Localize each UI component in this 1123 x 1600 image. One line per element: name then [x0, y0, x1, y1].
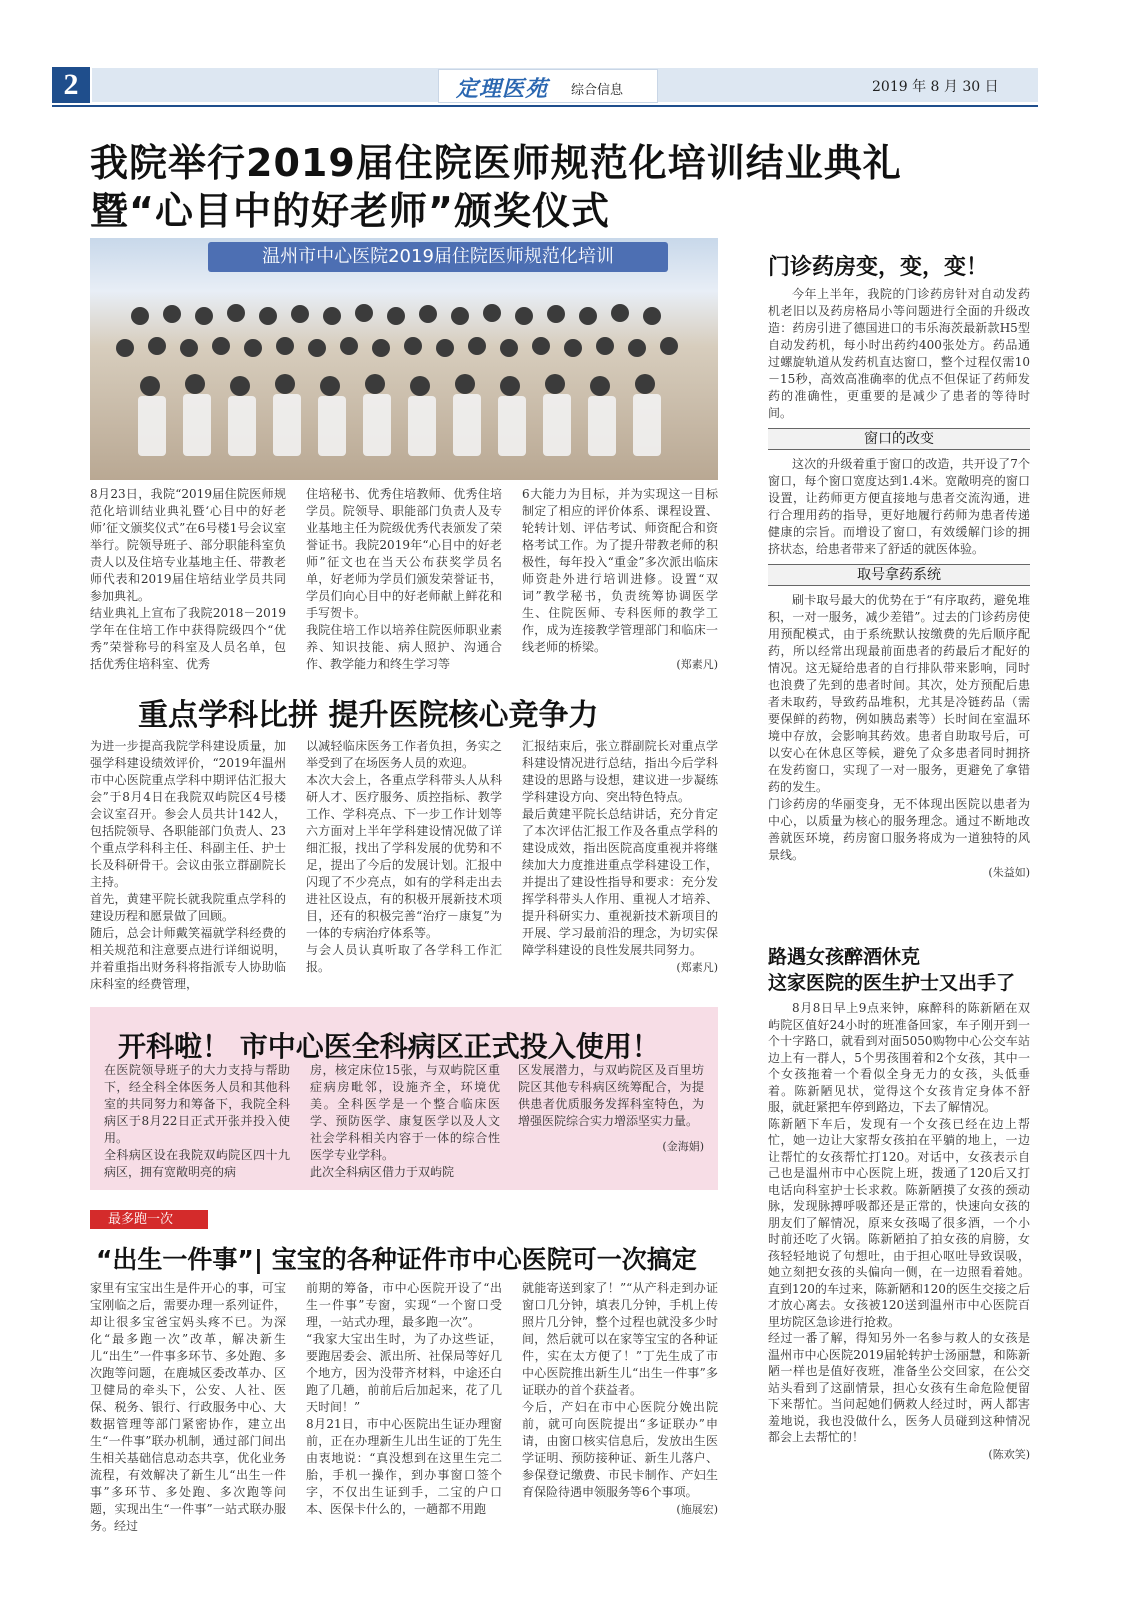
sidebar1-para2: 这次的升级着重于窗口的改造，共开设了7个窗口，每个窗口宽度达到1.4米。宽敞明亮的窗口设置，让药师更方便直接地与患者交流沟通，进行合理用药的指导，更好地履行药师为患者传递健康的宗旨。而增设了窗口，有效缓解门诊的拥挤状态，给患者带来了舒适的就医体验。: [768, 457, 1030, 556]
sidebar2-headline-line1: 路遇女孩醉酒休克: [768, 946, 921, 968]
issue-date: 2019 年 8 月 30 日: [872, 79, 999, 95]
main-article-byline: (郑素凡): [676, 658, 718, 671]
article2-col1: [90, 738, 286, 993]
article4-col2: [306, 1280, 502, 1518]
article3-headline: 开科啦！ 市中心医全科病区正式投入使用！: [118, 1030, 660, 1063]
article2-text-1: 为进一步提高我院学科建设质量，加强学科建设绩效评价，“2019年温州市中心医院重点学科中期评估汇报大会”于8月4日在我院双屿院区4号楼会议室召开。参会人员共计142人，包括院领导、各职能部门负责人、23个重点学科科主任、科副主任、护士长及科研骨干。会议由张立群副院长主持。 首先，黄建平院长就我院重点学科的建设历程和愿景做了回顾。 随后，总会计师戴笑福就学科经费的相关规范和注意要点进行详细说明，并着重指出财务科将指派专人协助临床科室的经费管理，: [90, 739, 286, 991]
main-article-text-1: 8月23日，我院“2019届住院医师规范化培训结业典礼暨‘心目中的好老师’征文颁奖仪式”在6号楼1号会议室举行。院领导班子、部分职能科室负责人以及住培专业基地主任、带教老师代表和2019届住培结业学员共同参加典礼。 结业典礼上宣布了我院2018－2019学年在住培工作中获得院级四个“优秀”荣誉称号的科室及人员名单，包括优秀住培科室、优秀: [90, 487, 286, 671]
sidebar2-body: [768, 1000, 1030, 1462]
section-tag: 最多跑一次: [90, 1210, 208, 1229]
article4-headline: “出生一件事”| 宝宝的各种证件市中心医院可一次搞定: [96, 1245, 697, 1274]
main-article-text-3: 6大能力为目标，并为实现这一目标制定了相应的评价体系、课程设置、轮转计划、评估考试、师资配合和资格考试工作。为了提升带教老师的积极性，每年投入“重金”多次派出临床师资赴外进行培训进修。设置“双词”教学秘书，负责统筹协调医学生、住院医师、专科医师的教学工作，成为连接教学管理部门和临床一线老师的桥梁。: [522, 487, 718, 654]
article3-col2: [310, 1062, 500, 1181]
main-article-text-2: 住培秘书、优秀住培教师、优秀住培学员。院领导、职能部门负责人及专业基地主任为院级优秀代表颁发了荣誉证书。我院2019年“心目中的好老师”征文也在当天公布获奖学员名单，好老师为学员们颁发荣誉证书，学员们向心目中的好老师献上鲜花和手写贺卡。 我院住培工作以培养住院医师职业素养、知识技能、病人照护、沟通合作、教学能力和终生学习等: [306, 487, 502, 671]
main-headline-line1: 我院举行2019届住院医师规范化培训结业典礼: [90, 141, 902, 185]
sidebar1-body: [768, 286, 1030, 880]
article3-col3: [518, 1062, 704, 1154]
article4-text-3: 就能寄送到家了！”“从产科走到办证窗口几分钟，填表几分钟，手机上传照片几分钟，整个过程也就没多少时间，然后就可以在家等宝宝的各种证件，实在太方便了！”丁先生成了市中心医院推出新生儿“出生一件事”多证联办的首个获益者。 今后，产妇在市中心医院分娩出院前，就可向医院提出“多证联办”申请，由窗口核实信息后，发放出生医学证明、预防接种证、新生儿落户、参保登记缴费、市民卡制作、产妇生育保险待遇申领服务等6个事项。: [522, 1281, 718, 1499]
article4-col1: [90, 1280, 286, 1535]
section-name: 综合信息: [571, 83, 624, 98]
article2-text-3: 汇报结束后，张立群副院长对重点学科建设情况进行总结，指出今后学科建设的思路与设想，建议进一步凝练学科建设方向、突出特色特点。 最后黄建平院长总结讲话，充分肯定了本次评估汇报工作及各重点学科的建设成效，指出医院高度重视并将继续加大力度推进重点学科建设工作，并提出了建设性指导和要求：充分发挥学科带头人作用、重视人才培养、提升科研实力、重视新技术新项目的开展、学习最前沿的理念，为切实保障学科建设的良性发展共同努力。: [522, 739, 718, 957]
graduation-group-photo: [90, 238, 718, 480]
header-rule: [52, 105, 1038, 107]
article3-text-3: 区发展潜力，与双屿院区及百里坊院区其他专科病区统筹配合，为提供患者优质服务发挥科室特色，为增强医院综合实力增添坚实力量。: [518, 1063, 704, 1128]
article3-text-1: 在医院领导班子的大力支持与帮助下，经全科全体医务人员和其他科室的共同努力和筹备下，我院全科病区于8月22日正式开张并投入使用。 全科病区设在我院双屿院区四十九病区，拥有宽敞明亮的病: [104, 1063, 290, 1179]
photo-banner: 温州市中心医院2019届住院医师规范化培训: [208, 242, 668, 272]
article4-text-1: 家里有宝宝出生是件开心的事，可宝宝刚临之后，需要办理一系列证件，却让很多宝爸宝妈头疼不已。为深化“最多跑一次”改革，解决新生儿“出生”一件事多环节、多处跑、多次跑等问题，在鹿城区委改革办、区卫健局的牵头下，公安、人社、医保、税务、银行、行政服务中心、大数据管理等部门紧密协作，建立出生“一件事”联办机制，通过部门间出生相关基础信息动态共享，优化业务流程，有效解决了新生儿“出生一件事”多环节、多处跑、多次跑等问题，实现出生“一件事”一站式联办服务。经过: [90, 1281, 286, 1533]
article4-text-2: 前期的筹备，市中心医院开设了“出生一件事”专窗，实现“一个窗口受理，一站式办理，最多跑一次”。 “我家大宝出生时，为了办这些证，要跑居委会、派出所、社保局等好几个地方，因为没带齐材料，中途还白跑了几趟，前前后后加起来，花了几天时间！” 8月21日，市中心医院出生证办理窗前，正在办理新生儿出生证的丁先生由衷地说：“真没想到在这里生完二胎，手机一操作，到办事窗口签个字，不仅出生证到手，二宝的户口本、医保卡什么的，一趟都不用跑: [306, 1281, 502, 1516]
main-article-col2: [306, 486, 502, 673]
article3-byline: (金海娟): [662, 1140, 704, 1153]
main-article-col1: [90, 486, 286, 673]
sidebar1-para3: 刷卡取号最大的优势在于“有序取药，避免堆积，一对一服务，减少差错”。过去的门诊药房使用预配模式，由于系统默认按缴费的先后顺序配药，所以经常出现最前面患者的药最后才配好的情况。这无疑给患者的自行排队带来影响，同时也浪费了先到的患者时间。其次，处方预配后患者未取药，导致药品堆积，尤其是冷链药品（需要保鲜的药物，例如胰岛素等）长时间在室温环境中存放，会影响其药效。患者自助取号后，可以安心在休息区等候，避免了众多患者同时拥挤在发药窗口，实现了一对一服务，更避免了拿错药的发生。 门诊药房的华丽变身，无不体现出医院以患者为中心，以质量为核心的服务理念。通过不断地改善就医环境，药房窗口服务将成为一道独特的风景线。: [768, 593, 1030, 862]
article3-col1: [104, 1062, 290, 1181]
article2-col3: [522, 738, 718, 975]
sidebar1-subhead2: 取号拿药系统: [768, 564, 1030, 586]
sidebar1-para1: 今年上半年，我院的门诊药房针对自动发药机老旧以及药房格局小等问题进行全面的升级改造：药房引进了德国进口的韦乐海茨最新款H5型自动发药机，每小时出药约400张处方。药品通过螺旋轨道从发药机直达窗口，整个过程仅需10－15秒，高效高准确率的优点不但保证了药师发药的准确性，更重要的是减少了患者的等待时间。: [768, 287, 1030, 420]
article3-text-2: 房，核定床位15张，与双屿院区重症病房毗邻，设施齐全，环境优美。全科医学是一个整合临床医学、预防医学、康复医学以及人文社会学科相关内容于一体的综合性医学专业学科。 此次全科病区借力于双屿院: [310, 1063, 500, 1179]
article2-byline: (郑素凡): [676, 961, 718, 974]
article4-col3: [522, 1280, 718, 1517]
sidebar2-headline-line2: 这家医院的医生护士又出手了: [768, 972, 1016, 994]
sidebar2-text: 8月8日早上9点来钟，麻醉科的陈新陋在双屿院区值好24小时的班准备回家，车子刚开到一个十字路口，就看到对面5050购物中心公交车站边上有一群人，5个男孩围着和2个女孩，其中一个女孩拖着一个看似全身无力的女孩，头低垂着。陈新陋见状，觉得这个女孩肯定身体不舒服，就赶紧把车停到路边，下去了解情况。 陈新陋下车后，发现有一个女孩已经在边上帮忙，她一边让大家帮女孩拍在平躺的地上，一边让帮忙的女孩帮忙打120。对话中，女孩表示自己也是温州市中心医院上班，拨通了120后又打电话向科室护士长求救。陈新陋摸了女孩的颈动脉，发现脉搏呼吸都还是正常的，快速向女孩的朋友们了解情况，原来女孩喝了很多酒，一个小时前还吃了火锅。陈新陋拍了拍女孩的肩膀，女孩轻轻地说了句想吐，由于担心呕吐导致误吸，她立刻把女孩的头偏向一侧，在一边照看着她。直到120的车过来，陈新陋和120的医生交接之后才放心离去。女孩被120送到温州市中心医院百里坊院区急诊进行抢救。 经过一番了解，得知另外一名参与救人的女孩是温州市中心医院2019届轮转护士汤丽慧，和陈新陋一样也是值好夜班，准备坐公交回家，在公交站头看到了这副情景，担心女孩有生命危险便留下来帮忙。当问起她们俩救人经过时，两人都害羞地说，我也没做什么，医务人员碰到这种情况都会上去帮忙的！: [768, 1001, 1030, 1444]
newspaper-logo: 定理医苑: [456, 76, 549, 102]
article2-text-2: 以减轻临床医务工作者负担，务实之举受到了在场医务人员的欢迎。 本次大会上，各重点学科带头人从科研人才、医疗服务、质控指标、教学工作、学科亮点、下一步工作计划等六方面对上半年学科建设情况做了详细汇报，找出了学科发展的优势和不足，提出了今后的发展计划。汇报中闪现了不少亮点，如有的学科走出去进社区设点，有的积极开展新技术项目，还有的积极完善“治疗－康复”为一体的专病治疗体系等。 与会人员认真听取了各学科工作汇报。: [306, 739, 502, 974]
sidebar1-subhead1: 窗口的改变: [768, 428, 1030, 450]
article2-headline: 重点学科比拼 提升医院核心竞争力: [138, 698, 599, 733]
main-article-col3: [522, 486, 718, 672]
page-number: 2: [52, 67, 90, 103]
article2-col2: [306, 738, 502, 976]
main-headline-line2: 暨“心目中的好老师”颁奖仪式: [90, 189, 610, 233]
sidebar1-byline: (朱益如): [988, 866, 1030, 879]
article4-byline: (施展宏): [676, 1503, 718, 1516]
sidebar1-headline: 门诊药房变，变，变！: [768, 255, 989, 280]
sidebar2-byline: (陈欢笑): [988, 1447, 1030, 1461]
crowd-illustration: [110, 286, 700, 476]
